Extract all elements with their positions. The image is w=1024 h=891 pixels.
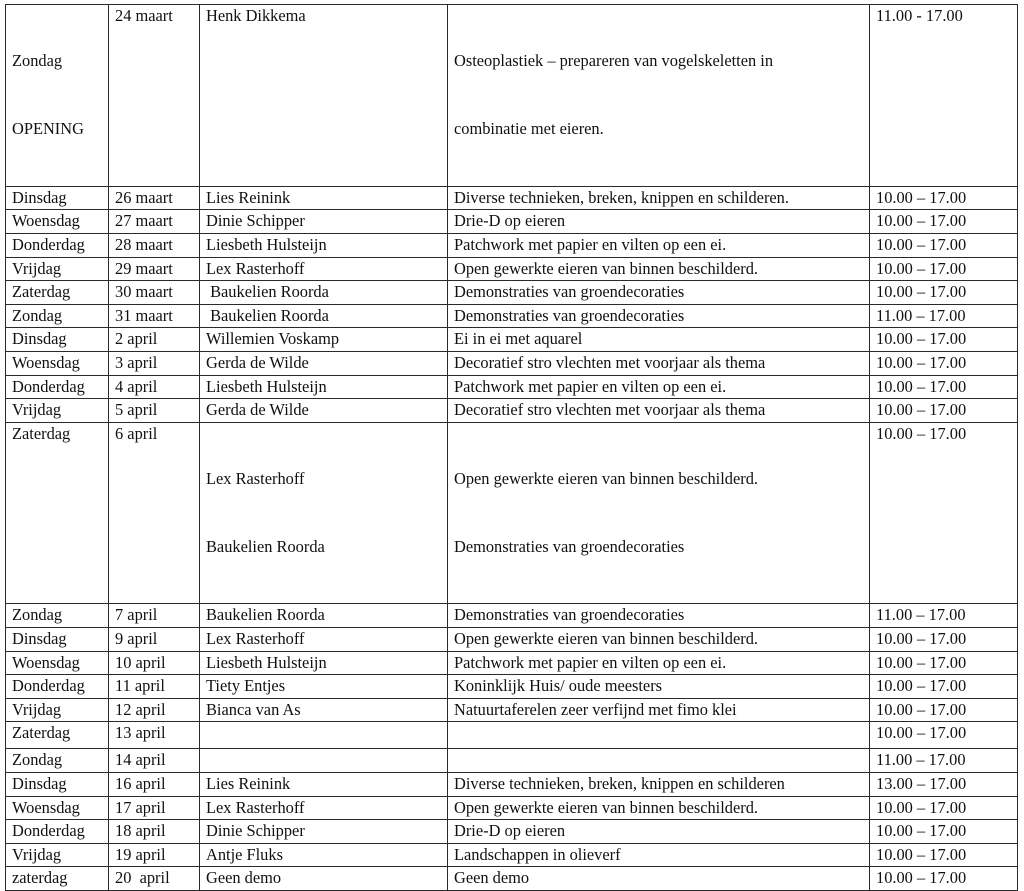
day-cell: Donderdag [6, 820, 109, 844]
date-cell: 7 april [109, 604, 200, 628]
date-cell: 14 april [109, 749, 200, 773]
name-cell: Baukelien Roorda [200, 281, 448, 305]
description-cell: Ei in ei met aquarel [448, 328, 870, 352]
time-cell: 10.00 – 17.00 [870, 328, 1018, 352]
description-line: Demonstraties van groendecoraties [454, 536, 685, 556]
day-cell: Woensdag [6, 651, 109, 675]
day-cell: Dinsdag [6, 773, 109, 797]
description-cell: Open gewerkte eieren van binnen beschilderd. [448, 796, 870, 820]
time-cell: 11.00 – 17.00 [870, 304, 1018, 328]
table-row [6, 843, 1018, 867]
table-row [6, 328, 1018, 352]
day-label: Zondag [12, 51, 63, 71]
description-line: Open gewerkte eieren van binnen beschilderd. [454, 468, 759, 488]
day-cell: Vrijdag [6, 698, 109, 722]
day-cell: Woensdag [6, 796, 109, 820]
name-cell: Lies Reinink [200, 773, 448, 797]
date-cell: 5 april [109, 399, 200, 423]
date-cell: 19 april [109, 843, 200, 867]
date-cell: 11 april [109, 675, 200, 699]
time-cell: 10.00 – 17.00 [870, 698, 1018, 722]
description-cell: Diverse technieken, breken, knippen en schilderen [448, 773, 870, 797]
description-cell [448, 5, 870, 187]
time-cell: 10.00 – 17.00 [870, 867, 1018, 891]
demo-schedule-table [5, 4, 1018, 891]
table-row [6, 796, 1018, 820]
day-cell: Vrijdag [6, 257, 109, 281]
name-cell: Liesbeth Hulsteijn [200, 651, 448, 675]
day-cell: Vrijdag [6, 399, 109, 423]
date-cell: 10 april [109, 651, 200, 675]
description-cell: Koninklijk Huis/ oude meesters [448, 675, 870, 699]
time-cell: 10.00 – 17.00 [870, 820, 1018, 844]
description-cell: Patchwork met papier en vilten op een ei. [448, 375, 870, 399]
date-cell: 24 maart [109, 5, 200, 187]
date-cell: 16 april [109, 773, 200, 797]
description-cell: Diverse technieken, breken, knippen en schilderen. [448, 186, 870, 210]
description-cell [448, 749, 870, 773]
table-row [6, 820, 1018, 844]
description-cell: Landschappen in olieverf [448, 843, 870, 867]
description-cell [448, 422, 870, 604]
description-cell: Natuurtaferelen zeer verfijnd met fimo klei [448, 698, 870, 722]
time-cell: 13.00 – 17.00 [870, 773, 1018, 797]
day-cell: Zondag [6, 304, 109, 328]
time-cell: 10.00 – 17.00 [870, 281, 1018, 305]
time-cell: 10.00 – 17.00 [870, 722, 1018, 749]
name-cell: Tiety Entjes [200, 675, 448, 699]
name-cell: Baukelien Roorda [200, 304, 448, 328]
day-cell: Zaterdag [6, 422, 109, 604]
description-cell: Open gewerkte eieren van binnen beschilderd. [448, 628, 870, 652]
time-cell: 11.00 - 17.00 [870, 5, 1018, 187]
time-cell: 10.00 – 17.00 [870, 186, 1018, 210]
description-cell: Demonstraties van groendecoraties [448, 604, 870, 628]
table-row [6, 375, 1018, 399]
name-cell [200, 422, 448, 604]
date-cell: 4 april [109, 375, 200, 399]
name-line: Lex Rasterhoff [206, 468, 305, 488]
time-cell: 11.00 – 17.00 [870, 604, 1018, 628]
description-line: Osteoplastiek – prepareren van vogelskeletten in [454, 51, 774, 71]
table-row [6, 351, 1018, 375]
day-cell: Vrijdag [6, 843, 109, 867]
description-cell: Drie-D op eieren [448, 210, 870, 234]
date-cell: 27 maart [109, 210, 200, 234]
opening-label: OPENING [12, 118, 84, 138]
day-cell: Zondag [6, 604, 109, 628]
day-cell: Woensdag [6, 351, 109, 375]
description-cell: Open gewerkte eieren van binnen beschilderd. [448, 257, 870, 281]
table-row [6, 257, 1018, 281]
day-cell: zaterdag [6, 867, 109, 891]
day-cell: Zaterdag [6, 722, 109, 749]
name-cell: Lex Rasterhoff [200, 257, 448, 281]
date-cell: 26 maart [109, 186, 200, 210]
day-cell [6, 5, 109, 187]
table-row-opening [6, 5, 1018, 187]
day-cell: Woensdag [6, 210, 109, 234]
name-cell: Geen demo [200, 867, 448, 891]
description-cell: Decoratief stro vlechten met voorjaar als thema [448, 399, 870, 423]
name-cell [200, 749, 448, 773]
time-cell: 10.00 – 17.00 [870, 675, 1018, 699]
description-cell: Patchwork met papier en vilten op een ei. [448, 233, 870, 257]
table-row [6, 210, 1018, 234]
table-row [6, 233, 1018, 257]
day-cell: Dinsdag [6, 628, 109, 652]
table-row [6, 628, 1018, 652]
name-cell: Lex Rasterhoff [200, 628, 448, 652]
description-cell [448, 722, 870, 749]
day-cell: Dinsdag [6, 328, 109, 352]
name-cell: Liesbeth Hulsteijn [200, 233, 448, 257]
table-row [6, 867, 1018, 891]
name-cell: Lex Rasterhoff [200, 796, 448, 820]
date-cell: 28 maart [109, 233, 200, 257]
description-cell: Geen demo [448, 867, 870, 891]
name-cell: Lies Reinink [200, 186, 448, 210]
name-line: Baukelien Roorda [206, 536, 325, 556]
date-cell: 13 april [109, 722, 200, 749]
table-row [6, 651, 1018, 675]
date-cell: 29 maart [109, 257, 200, 281]
time-cell: 10.00 – 17.00 [870, 257, 1018, 281]
time-cell: 10.00 – 17.00 [870, 399, 1018, 423]
date-cell: 3 april [109, 351, 200, 375]
date-cell: 18 april [109, 820, 200, 844]
name-cell [200, 722, 448, 749]
day-cell: Dinsdag [6, 186, 109, 210]
time-cell: 10.00 – 17.00 [870, 651, 1018, 675]
name-cell: Dinie Schipper [200, 820, 448, 844]
table-row [6, 186, 1018, 210]
date-cell: 30 maart [109, 281, 200, 305]
table-row [6, 604, 1018, 628]
name-cell: Dinie Schipper [200, 210, 448, 234]
date-cell: 31 maart [109, 304, 200, 328]
time-cell: 10.00 – 17.00 [870, 210, 1018, 234]
day-cell: Donderdag [6, 233, 109, 257]
date-cell: 9 april [109, 628, 200, 652]
day-cell: Donderdag [6, 675, 109, 699]
table-row [6, 722, 1018, 749]
table-row [6, 773, 1018, 797]
time-cell: 10.00 – 17.00 [870, 796, 1018, 820]
name-cell: Willemien Voskamp [200, 328, 448, 352]
table-row [6, 698, 1018, 722]
name-cell: Gerda de Wilde [200, 399, 448, 423]
table-row [6, 281, 1018, 305]
table-row [6, 422, 1018, 604]
day-cell: Zondag [6, 749, 109, 773]
name-cell: Gerda de Wilde [200, 351, 448, 375]
schedule-body [6, 5, 1018, 891]
table-row [6, 304, 1018, 328]
name-cell: Liesbeth Hulsteijn [200, 375, 448, 399]
description-line: combinatie met eieren. [454, 118, 604, 138]
time-cell: 10.00 – 17.00 [870, 375, 1018, 399]
description-cell: Patchwork met papier en vilten op een ei. [448, 651, 870, 675]
description-cell: Drie-D op eieren [448, 820, 870, 844]
day-cell: Donderdag [6, 375, 109, 399]
date-cell: 12 april [109, 698, 200, 722]
date-cell: 2 april [109, 328, 200, 352]
date-cell: 6 april [109, 422, 200, 604]
time-cell: 11.00 – 17.00 [870, 749, 1018, 773]
day-cell: Zaterdag [6, 281, 109, 305]
table-row [6, 749, 1018, 773]
time-cell: 10.00 – 17.00 [870, 422, 1018, 604]
description-cell: Decoratief stro vlechten met voorjaar als thema [448, 351, 870, 375]
description-cell: Demonstraties van groendecoraties [448, 304, 870, 328]
name-cell: Bianca van As [200, 698, 448, 722]
name-cell: Baukelien Roorda [200, 604, 448, 628]
time-cell: 10.00 – 17.00 [870, 351, 1018, 375]
time-cell: 10.00 – 17.00 [870, 628, 1018, 652]
table-row [6, 399, 1018, 423]
description-cell: Demonstraties van groendecoraties [448, 281, 870, 305]
name-cell: Henk Dikkema [200, 5, 448, 187]
table-row [6, 675, 1018, 699]
time-cell: 10.00 – 17.00 [870, 843, 1018, 867]
time-cell: 10.00 – 17.00 [870, 233, 1018, 257]
date-cell: 17 april [109, 796, 200, 820]
name-cell: Antje Fluks [200, 843, 448, 867]
date-cell: 20 april [109, 867, 200, 891]
